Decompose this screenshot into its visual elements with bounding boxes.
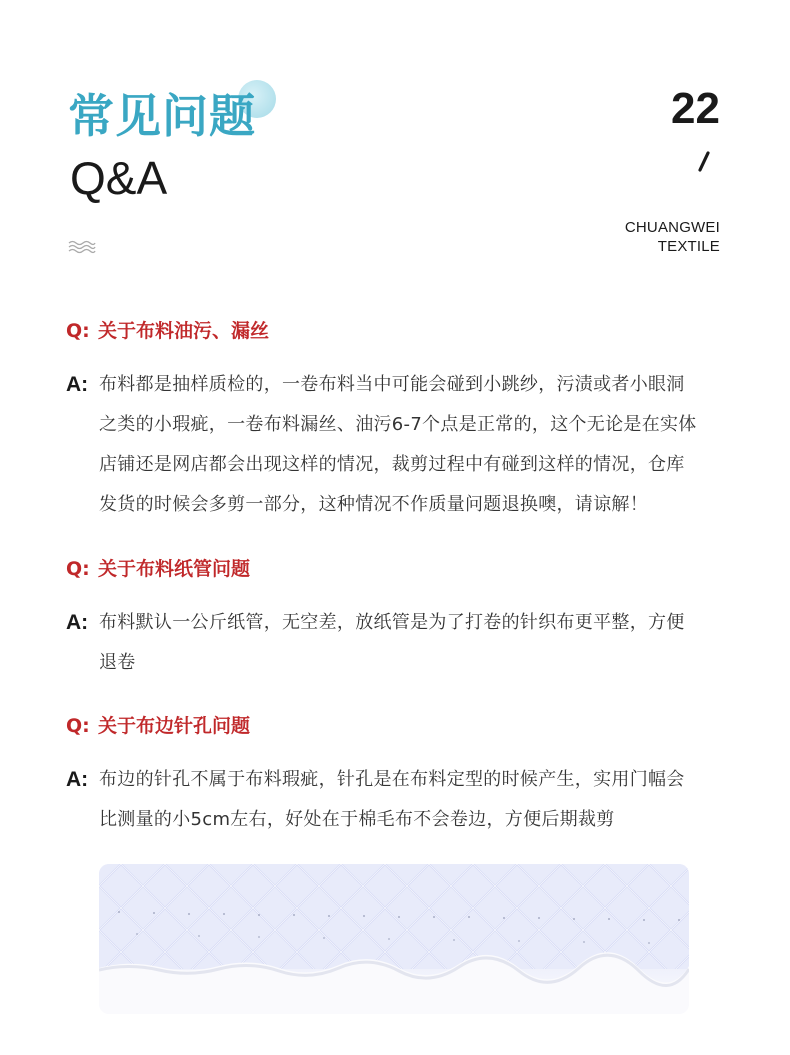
page-number: 22 bbox=[671, 84, 720, 133]
answer-text bbox=[99, 603, 726, 683]
faq-item bbox=[66, 317, 726, 525]
answer-line: 比测量的小5cm左右，好处在于棉毛布不会卷边，方便后期裁剪 bbox=[99, 809, 615, 830]
question-prefix: Q: bbox=[66, 558, 90, 580]
answer-prefix: A: bbox=[66, 768, 89, 791]
slash-mark-icon bbox=[697, 150, 711, 172]
answer-line: 之类的小瑕疵，一卷布料漏丝、油污6-7个点是正常的，这个无论是在实体 bbox=[99, 414, 697, 435]
answer-prefix: A: bbox=[66, 611, 89, 634]
page-title-cn: 常见问题 bbox=[68, 89, 256, 143]
faq-question bbox=[66, 555, 726, 583]
question-text: 关于布边针孔问题 bbox=[98, 715, 251, 737]
fabric-texture bbox=[99, 864, 689, 1014]
answer-line: 布边的针孔不属于布料瑕疵，针孔是在布料定型的时候产生，实用门幅会 bbox=[99, 769, 685, 790]
question-text: 关于布料纸管问题 bbox=[98, 558, 251, 580]
question-text: 关于布料油污、漏丝 bbox=[98, 320, 270, 342]
faq-question bbox=[66, 317, 726, 345]
faq-item bbox=[66, 555, 726, 683]
answer-line: 店铺还是网店都会出现这样的情况，裁剪过程中有碰到这样的情况，仓库 bbox=[99, 454, 685, 475]
fabric-photo bbox=[99, 864, 689, 1014]
answer-line: 发货的时候会多剪一部分，这种情况不作质量问题退换噢，请谅解！ bbox=[99, 494, 648, 515]
faq-answer bbox=[66, 365, 726, 525]
faq-answer bbox=[66, 760, 726, 840]
wave-lines-icon bbox=[68, 240, 96, 254]
page-title-en: Q&A bbox=[70, 152, 168, 204]
question-prefix: Q: bbox=[66, 320, 90, 342]
faq-answer bbox=[66, 603, 726, 683]
answer-line: 布料都是抽样质检的，一卷布料当中可能会碰到小跳纱，污渍或者小眼洞 bbox=[99, 374, 685, 395]
answer-line: 布料默认一公斤纸管，无空差，放纸管是为了打卷的针织布更平整，方便 bbox=[99, 612, 685, 633]
answer-prefix: A: bbox=[66, 373, 89, 396]
answer-text bbox=[99, 365, 726, 525]
question-prefix: Q: bbox=[66, 715, 90, 737]
brand-name bbox=[625, 218, 720, 256]
brand-line-2: TEXTILE bbox=[657, 238, 720, 255]
brand-line-1: CHUANGWEI bbox=[624, 219, 720, 236]
faq-question bbox=[66, 712, 726, 740]
answer-line: 退卷 bbox=[99, 652, 136, 673]
answer-text bbox=[99, 760, 726, 840]
faq-item bbox=[66, 712, 726, 840]
